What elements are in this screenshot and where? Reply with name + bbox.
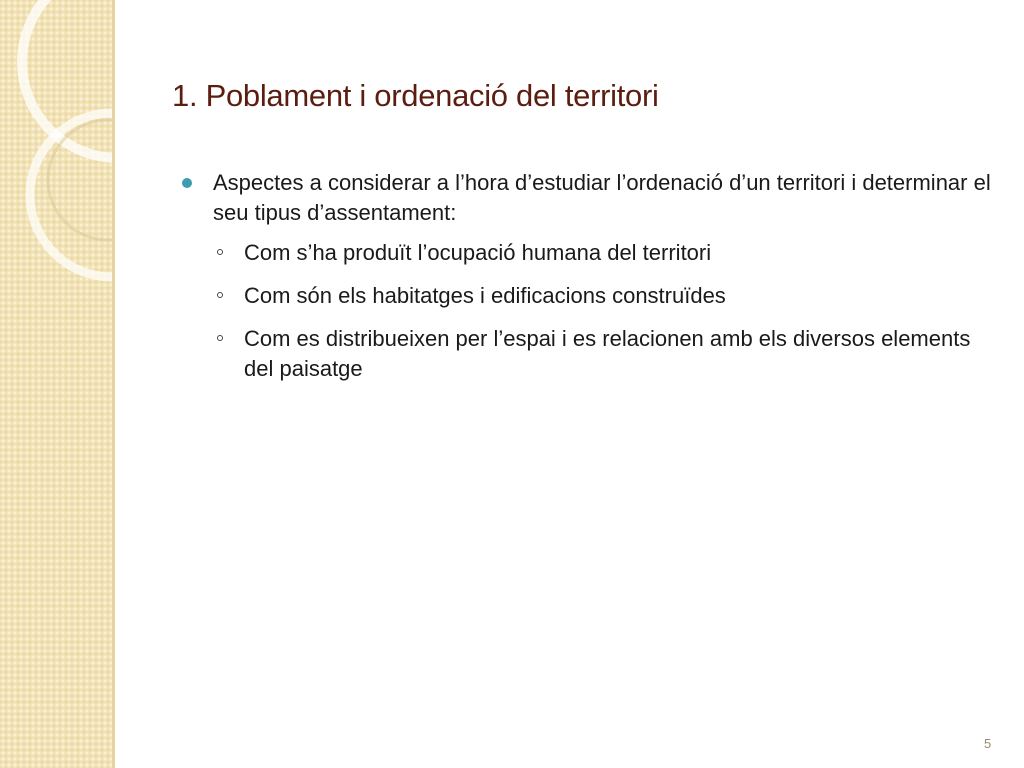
sub-bullet-item: [180, 238, 992, 268]
sub-bullet-text: Com s’ha produït l’ocupació humana del territori: [244, 240, 712, 265]
sidebar-divider: [112, 0, 115, 768]
sub-bullet-item: [180, 281, 992, 311]
slide-content: [180, 168, 992, 397]
bullet-text: Aspectes a considerar a l’hora d’estudiar l’ordenació d’un territori i determinar el seu tipus d’assentament:: [213, 170, 991, 225]
decorative-sidebar: [0, 0, 112, 768]
sub-bullet-item: [180, 324, 992, 384]
bullet-item: [180, 168, 992, 228]
slide-title: 1. Poblament i ordenació del territori: [172, 78, 659, 113]
sub-bullet-ring-icon: [217, 292, 223, 298]
sub-bullet-text: Com són els habitatges i edificacions construïdes: [244, 283, 726, 308]
bullet-dot-icon: [182, 178, 192, 188]
sub-bullet-text: Com es distribueixen per l’espai i es relacionen amb els diversos elements del paisatge: [244, 326, 971, 381]
page-number: 5: [984, 736, 992, 751]
decorative-rings-icon: [0, 0, 112, 330]
sub-bullet-ring-icon: [217, 335, 223, 341]
sub-bullet-ring-icon: [217, 249, 223, 255]
